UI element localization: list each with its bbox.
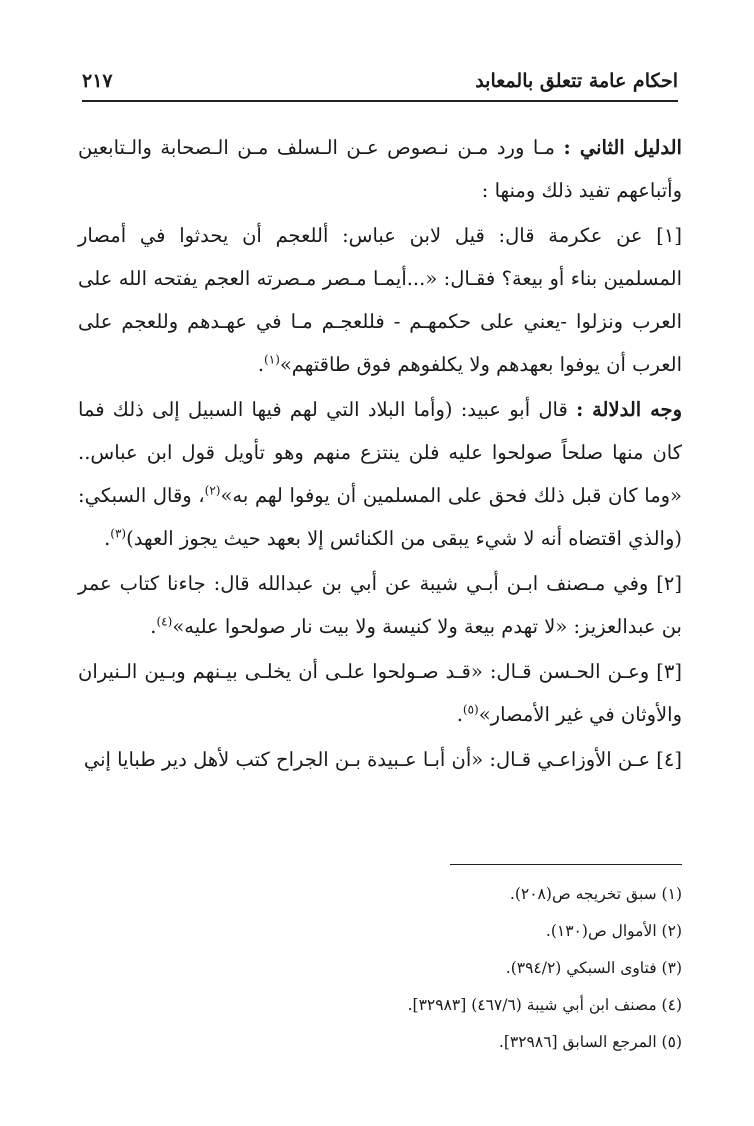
- running-header: [82, 66, 678, 102]
- paragraph-text: قال أبو عبيد: (وأما البلاد التي لهم فيها السبيل إلى ذلك فما كان منها صلحاً صولحوا عليه فلن ينتزع منهم وهو تأويل قول ابن عباس.. «وما كان قبل ذلك فحق على المسلمين أن يوفوا لهم به»: [78, 398, 682, 507]
- footnote-reference[interactable]: (٥): [462, 702, 479, 717]
- footnote-item: (١) سبق تخريجه ص(٢٠٨).: [509, 885, 682, 903]
- footnote-item: (٤) مصنف ابن أبي شيبة (٤٦٧/٦) [٣٢٩٨٣].: [407, 996, 682, 1014]
- paragraph-tail: .: [104, 527, 111, 550]
- paragraph-text: مـا ورد مـن نـصوص عـن الـسلف مـن الـصحابة والـتابعين وأتباعهم تفيد ذلك ومنها :: [78, 136, 682, 202]
- footnote-item: (٥) المرجع السابق [٣٢٩٨٦].: [498, 1033, 682, 1051]
- chapter-title: احكام عامة تتعلق بالمعابد: [475, 70, 678, 92]
- paragraph-text: [٣] وعـن الحـسن قـال: «قـد صـولحوا علـى أن يخلـى بيـنهم وبـين الـنيران والأوثان في غير الأمصار»: [78, 660, 682, 726]
- paragraph-tail: ، وقال السبكي: (والذي اقتضاه أنه لا شيء يبقى من الكنائس إلا بعهد حيث يجوز العهد): [78, 484, 682, 550]
- paragraph-heading: وجه الدلالة :: [576, 398, 682, 421]
- paragraph-musannaf: [78, 562, 682, 648]
- footnote-reference[interactable]: (٣): [110, 526, 127, 541]
- paragraph-text: [١] عن عكرمة قال: قيل لابن عباس: أللعجم أن يحدثوا في أمصار المسلمين بناء أو بيعة؟ فقـال: «...أيمـا مـصر مـصرته العجم يفتحه الله على العرب ونزلوا -يعني على حكمهـم - فللعجـم مـا في عهـدهم وللعجم على العرب أن يوفوا بعهدهم ولا يكلفوهم فوق طاقتهم»: [78, 224, 682, 376]
- paragraph-ikrimah: [78, 214, 682, 386]
- main-text: [78, 126, 682, 781]
- paragraph-hasan: [78, 650, 682, 736]
- footnote-item: (٢) الأموال ص(١٣٠).: [545, 922, 682, 940]
- footnote-reference[interactable]: (٤): [156, 614, 173, 629]
- footnote-item: (٣) فتاوى السبكي (٣٩٤/٢).: [505, 959, 682, 977]
- paragraph-heading: الدليل الثاني :: [563, 136, 682, 159]
- paragraph-text: [٢] وفي مـصنف ابـن أبـي شيبة عن أبي بن عبدالله قال: جاءنا كتاب عمر بن عبدالعزيز: «لا تهدم بيعة ولا كنيسة ولا بيت نار صولحوا عليه»: [78, 572, 682, 638]
- paragraph-indication: [78, 388, 682, 560]
- page-number: ٢١٧: [82, 70, 113, 92]
- paragraph-awzai: [78, 738, 682, 781]
- footnote-reference[interactable]: (١): [264, 352, 280, 367]
- paragraph-tail: .: [456, 703, 463, 726]
- footnote-reference[interactable]: (٢): [204, 483, 221, 498]
- footnote-divider: [450, 864, 682, 865]
- paragraph-tail: .: [150, 615, 157, 638]
- paragraph-tail: .: [257, 353, 265, 376]
- footnotes: [82, 876, 682, 1061]
- paragraph-text: [٤] عـن الأوزاعـي قـال: «أن أبـا عـبيدة بـن الجراح كتب لأهل دير طبايا إني: [83, 748, 682, 771]
- paragraph-evidence-two: [78, 126, 682, 212]
